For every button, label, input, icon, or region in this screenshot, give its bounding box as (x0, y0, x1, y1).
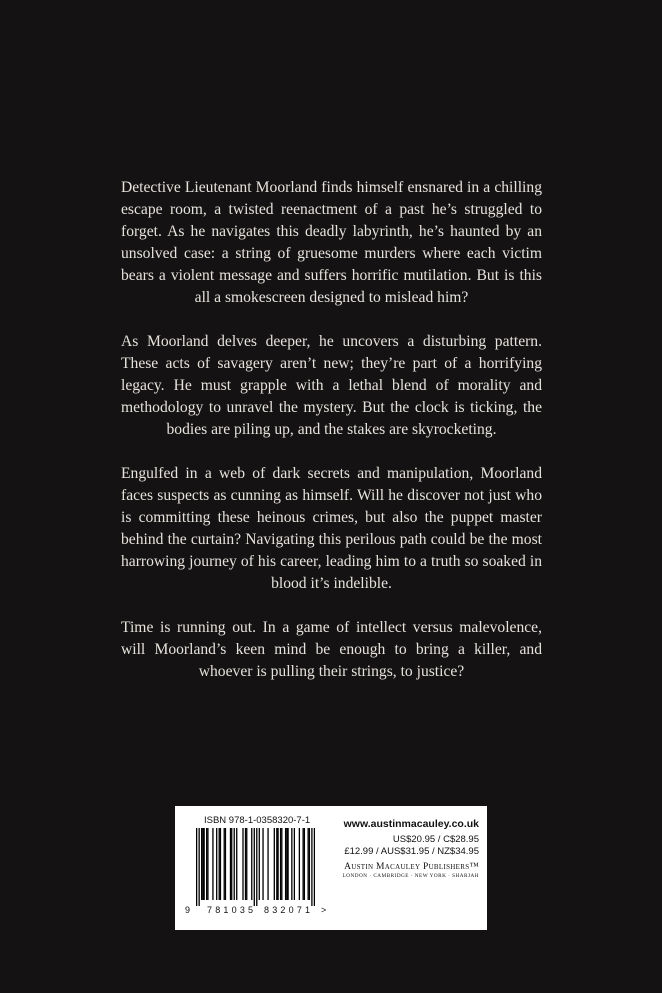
barcode-panel (175, 806, 487, 930)
barcode-bar (307, 828, 308, 900)
barcode-bar (262, 828, 263, 900)
publisher-info (319, 818, 479, 879)
blurb-paragraph-4: Time is running out. In a game of intellect versus malevolence, will Moorland’s keen mind be enough to bring a killer, and whoever is pulling their strings, to justice? (121, 619, 542, 680)
barcode-bar (280, 828, 281, 900)
publisher-cities: LONDON · CAMBRIDGE · NEW YORK · SHARJAH (342, 873, 479, 879)
barcode-bar (219, 828, 220, 900)
blurb-paragraph-3: Engulfed in a web of dark secrets and manipulation, Moorland faces suspects as cunning as himself. Will he discover not just who is committing these heinous crimes, but also the puppet master behind the curtain? Navigating this perilous path could be the most harrowing journey of his career, leading him to a truth so soaked in blood it’s indelible. (121, 465, 542, 592)
price-line-1: US$20.95 / C$28.95 (392, 834, 479, 845)
barcode-bar (236, 828, 237, 900)
barcode-bar (309, 828, 310, 900)
barcode-bar (216, 828, 217, 900)
blurb-paragraph-2: As Moorland delves deeper, he uncovers a disturbing pattern. These acts of savagery aren’t new; they’re part of a horrifying legacy. He must grapple with a lethal blend of morality and methodology to unravel the mystery. But the clock is ticking, the bodies are piling up, and the stakes are skyrocketing. (121, 333, 542, 438)
barcode-bar (277, 828, 278, 900)
barcode-digits-right: 832071 (264, 905, 314, 915)
barcode-bar (291, 828, 292, 900)
barcode-guard-bar (199, 828, 200, 906)
barcode-bars (196, 828, 315, 906)
barcode-guard-bar (254, 828, 255, 906)
barcode-digits (185, 905, 325, 917)
barcode-bar (302, 828, 303, 900)
barcode-bar (287, 828, 288, 900)
barcode-bar (207, 828, 208, 900)
barcode-graphic (196, 828, 315, 906)
barcode-bar (304, 828, 305, 900)
publisher-name: Austin Macauley Publishers™ (344, 862, 479, 872)
blurb-paragraph-1: Detective Lieutenant Moorland finds himself ensnared in a chilling escape room, a twisted reenactment of a past he’s struggled to forget. As he navigates this deadly labyrinth, he’s haunted by an unsolved case: a string of gruesome murders where each victim bears a violent message and suffers horrific mutilation. But is this all a smokescreen designed to mislead him? (121, 179, 542, 306)
barcode-bar (234, 828, 235, 900)
barcode-bar (202, 828, 203, 900)
barcode-bar (204, 828, 205, 900)
barcode-bar (274, 828, 275, 900)
barcode-bar (246, 828, 247, 900)
barcode-bar (286, 828, 287, 900)
barcode-bar (242, 828, 243, 900)
barcode-bar (231, 828, 232, 900)
barcode-bar (276, 828, 277, 900)
barcode-bar (267, 828, 268, 900)
barcode-digits-left: 781035 (207, 905, 257, 915)
barcode-bar (212, 828, 213, 900)
barcode-guard-bar (196, 828, 197, 906)
isbn-label: ISBN 978-1-0358320-7-1 (204, 815, 311, 826)
publisher-website: www.austinmacauley.co.uk (343, 818, 479, 830)
barcode-bar (206, 828, 207, 900)
barcode-bar (245, 828, 246, 900)
barcode-bar (281, 828, 282, 900)
barcode-end-marker: > (321, 905, 327, 915)
barcode-bar (294, 828, 295, 900)
barcode-guard-bar (314, 828, 315, 906)
blurb-text (121, 177, 542, 705)
barcode-bar (285, 828, 286, 900)
barcode-bar (224, 828, 225, 900)
barcode-guard-bar (256, 828, 257, 906)
barcode-bar (259, 828, 260, 900)
barcode-bar (225, 828, 226, 900)
barcode-bar (220, 828, 221, 900)
barcode-bar (201, 828, 202, 900)
price-line-2: £12.99 / AUS$31.95 / NZ$34.95 (344, 846, 479, 857)
barcode-digit-first: 9 (185, 905, 191, 915)
barcode-bar (299, 828, 300, 900)
barcode-bar (230, 828, 231, 900)
barcode-bar (251, 828, 252, 900)
barcode-guard-bar (311, 828, 312, 906)
